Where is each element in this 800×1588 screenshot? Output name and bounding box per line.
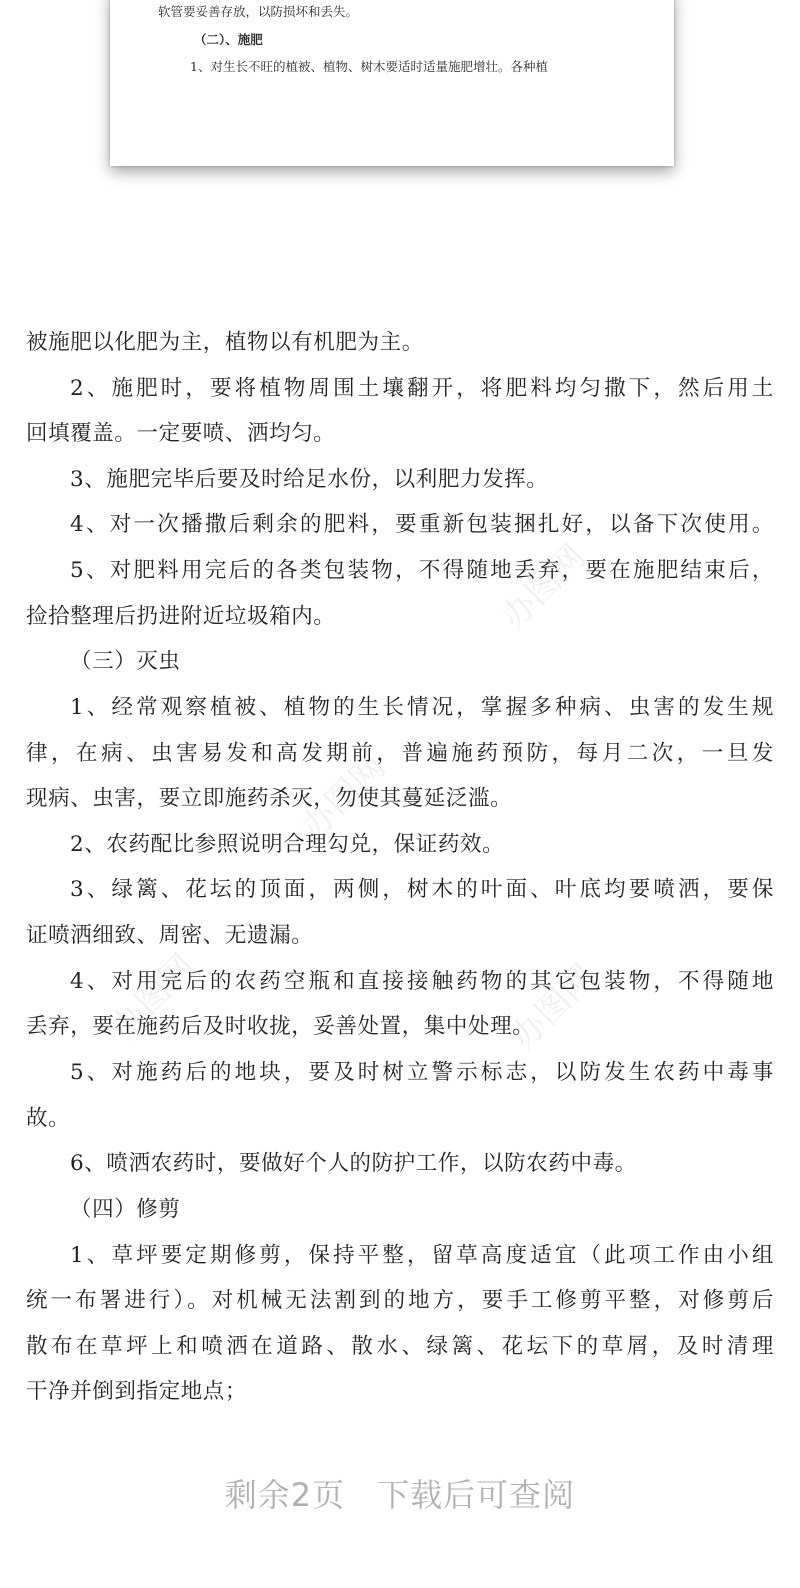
paragraph-line: 1、草坪要定期修剪，保持平整，留草高度适宜（此项工作由小组	[70, 1243, 774, 1268]
paragraph-line: 3、绿篱、花坛的顶面，两侧，树木的叶面、叶底均要喷洒，要保	[70, 877, 774, 902]
paragraph-line: 3、施肥完毕后要及时给足水份，以利肥力发挥。	[70, 467, 549, 492]
preview-line: 软管要妥善存放，以防损坏和丢失。	[158, 4, 359, 19]
paragraph-line: 丢弃，要在施药后及时收拢，妥善处置，集中处理。	[26, 1014, 535, 1039]
paragraph-line: 律，在病、虫害易发和高发期前，普遍施药预防，每月二次，一旦发	[26, 741, 774, 766]
paragraph-line: 6、喷洒农药时，要做好个人的防护工作，以防农药中毒。	[70, 1151, 637, 1176]
watermark: 办图网	[293, 746, 394, 848]
preview-line: 1、对生长不旺的植被、植物、树木要适时适量施肥增壮。各种植	[190, 59, 548, 74]
paragraph-line: 统一布署进行）。对机械无法割到的地方，要手工修剪平整，对修剪后	[26, 1288, 774, 1313]
download-prompt[interactable]	[0, 1470, 800, 1516]
section-heading: （四）修剪	[70, 1197, 181, 1222]
watermark: 办图网	[103, 946, 204, 1048]
paragraph-line: 被施肥以化肥为主，植物以有机肥为主。	[26, 330, 424, 355]
paragraph-line: 2、农药配比参照说明合理勾兑，保证药效。	[70, 832, 505, 857]
section-heading: （三）灭虫	[70, 649, 181, 674]
paragraph-line: 干净并倒到指定地点；	[26, 1379, 248, 1404]
preview-heading: （二）、施肥	[194, 32, 263, 47]
paragraph-line: 证喷洒细致、周密、无遗漏。	[26, 923, 314, 948]
paragraph-line: 故。	[26, 1106, 71, 1131]
paragraph-line: 1、经常观察植被、植物的生长情况，掌握多种病、虫害的发生规	[70, 695, 774, 720]
paragraph-line: 回填覆盖。一定要喷、洒均匀。	[26, 421, 336, 446]
watermark: 办图网	[503, 956, 604, 1058]
page-preview-card	[110, 0, 674, 166]
watermark: 办图网	[493, 536, 594, 638]
download-hint-label: 下载后可查阅	[377, 1476, 576, 1514]
paragraph-line: 捡拾整理后扔进附近垃圾箱内。	[26, 604, 336, 629]
paragraph-line: 散布在草坪上和喷洒在道路、散水、绿篱、花坛下的草屑，及时清理	[26, 1334, 774, 1359]
paragraph-line: 5、对肥料用完后的各类包装物，不得随地丢弃，要在施肥结束后，	[70, 558, 774, 583]
paragraph-line: 4、对一次播撒后剩余的肥料，要重新包装捆扎好，以备下次使用。	[70, 512, 774, 537]
paragraph-line: 4、对用完后的农药空瓶和直接接触药物的其它包装物，不得随地	[70, 969, 774, 994]
paragraph-line: 5、对施药后的地块，要及时树立警示标志，以防发生农药中毒事	[70, 1060, 774, 1085]
paragraph-line: 2、施肥时，要将植物周围土壤翻开，将肥料均匀撒下，然后用土	[70, 376, 774, 401]
paragraph-line: 现病、虫害，要立即施药杀灭，勿使其蔓延泛滥。	[26, 786, 513, 811]
remaining-pages-label: 剩余2页	[224, 1476, 346, 1514]
